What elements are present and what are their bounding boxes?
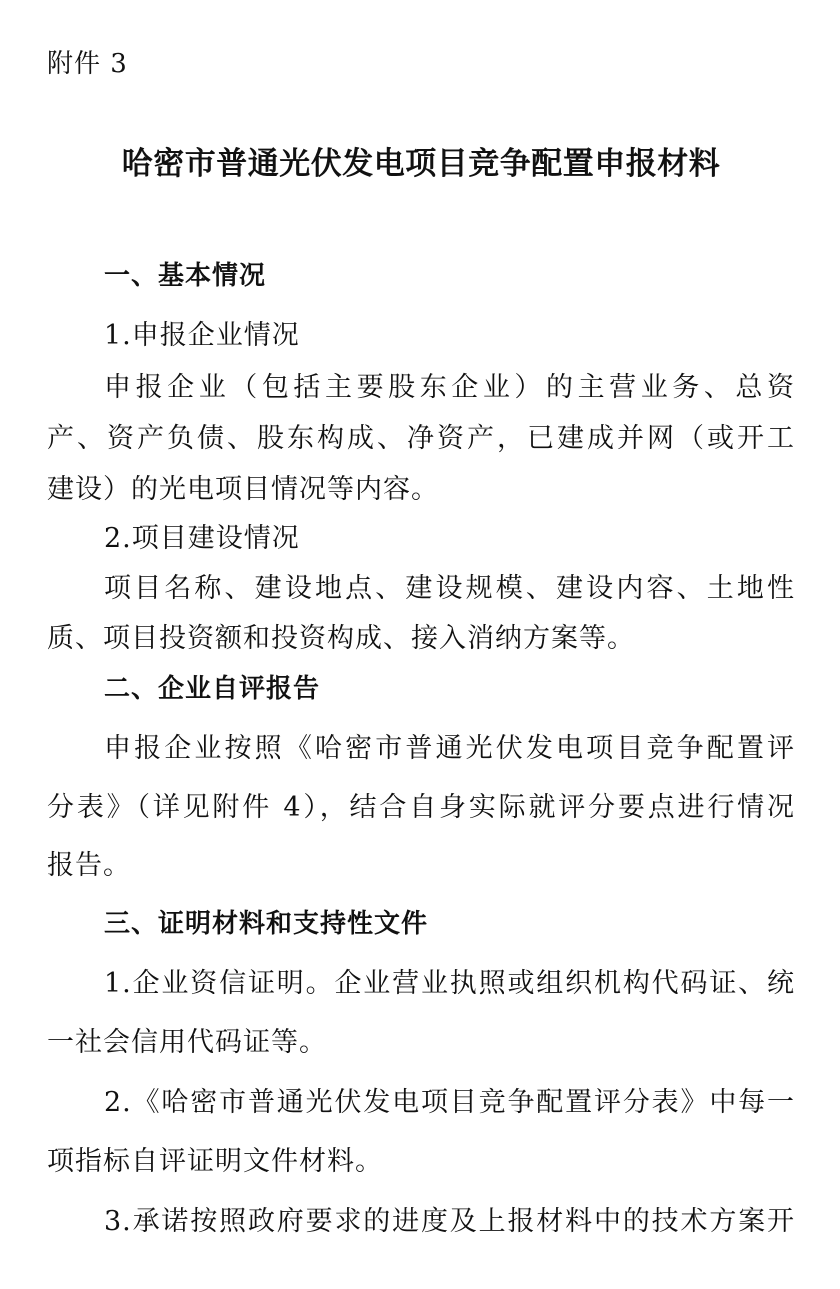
section-heading-self-eval: 二、企业自评报告	[104, 674, 321, 704]
subsection-title-company: 1.申报企业情况	[104, 320, 300, 351]
section-heading-proofs: 三、证明材料和支持性文件	[104, 909, 429, 939]
attachment-label: 附件 3	[47, 49, 128, 79]
subsection-title-project: 2.项目建设情况	[104, 523, 300, 554]
paragraph-line: 一社会信用代码证等。	[47, 1027, 327, 1058]
paragraph-line: 2.《哈密市普通光伏发电项目竞争配置评分表》中每一	[104, 1087, 795, 1118]
paragraph-line: 申报企业（包括主要股东企业）的主营业务、总资	[104, 372, 795, 403]
paragraph-line: 项目名称、建设地点、建设规模、建设内容、土地性	[104, 573, 795, 604]
paragraph-line: 报告。	[47, 850, 131, 881]
paragraph-line: 建设）的光电项目情况等内容。	[47, 474, 439, 505]
paragraph-line: 1.企业资信证明。企业营业执照或组织机构代码证、统	[104, 968, 795, 999]
document-title: 哈密市普通光伏发电项目竞争配置申报材料	[121, 146, 721, 182]
paragraph-line: 3.承诺按照政府要求的进度及上报材料中的技术方案开	[104, 1206, 795, 1237]
section-heading-basic: 一、基本情况	[104, 261, 267, 291]
paragraph-line: 项指标自评证明文件材料。	[47, 1146, 383, 1177]
paragraph-line: 分表》（详见附件 4），结合自身实际就评分要点进行情况	[47, 792, 795, 823]
paragraph-line: 质、项目投资额和投资构成、接入消纳方案等。	[47, 623, 635, 654]
paragraph-line: 申报企业按照《哈密市普通光伏发电项目竞争配置评	[104, 733, 795, 764]
paragraph-line: 产、资产负债、股东构成、净资产，已建成并网（或开工	[47, 423, 795, 454]
